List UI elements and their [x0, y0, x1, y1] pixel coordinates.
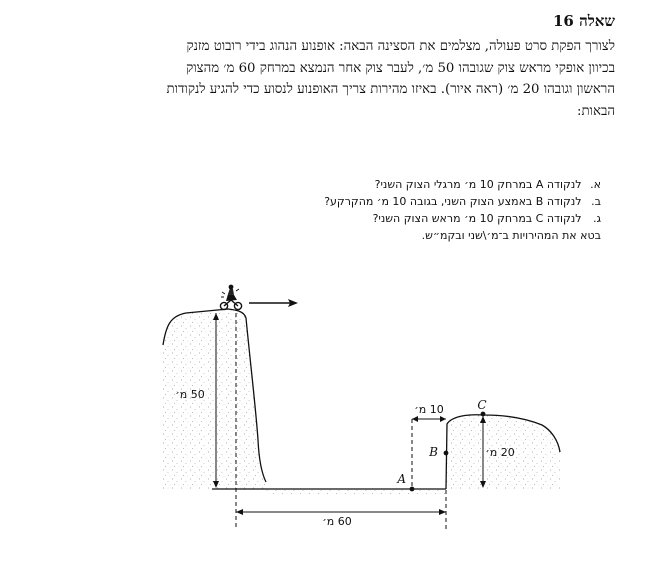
intro-line: הבאות: [576, 103, 615, 119]
units-instruction: בטא את המהירויות ב־מ׳\שני ובקמ״ש. [421, 229, 601, 242]
ground-fill [266, 489, 446, 494]
cliff-2-height-label: 20 מ׳ [485, 446, 515, 459]
intro-line: בכיוון אופקי מראש צוק שגובהו 50 מ׳, לעבר צוק אחר הנמצא במרחק 60 מ׳ מהצוק [186, 60, 615, 76]
velocity-arrow-icon [249, 299, 298, 307]
point-c-label: C [477, 398, 487, 412]
gap-label: 60 מ׳ [322, 515, 352, 528]
sub-question-letter: ג. [592, 212, 601, 225]
cliff-1-height-label: 50 מ׳ [175, 388, 205, 401]
offset-label: 10 מ׳ [414, 403, 444, 416]
question-title: שאלה 16 [553, 12, 615, 30]
intro-line: הראשון וגובהו 20 מ׳ (ראה איור). באיזו מהירות צריך האופנוע לנסוע כדי להגיע לנקודות [166, 82, 615, 97]
motorcycle-icon [220, 285, 241, 310]
point-b-marker [444, 451, 449, 456]
sub-question-text: לנקודה B באמצע הצוק השני, בגובה 10 מ׳ מהקרקע? [324, 195, 582, 208]
point-c-marker [481, 412, 486, 417]
point-b-label: B [429, 445, 438, 459]
point-a-marker [410, 487, 415, 492]
sub-question-text: לנקודה A במרחק 10 מ׳ מרגלי הצוק השני? [374, 178, 582, 191]
point-a-label: A [397, 472, 406, 486]
sub-question-letter: א. [590, 178, 601, 191]
sub-question-letter: ב. [591, 195, 601, 208]
sub-question-text: לנקודה C במרחק 10 מ׳ מראש הצוק השני? [372, 212, 582, 225]
intro-line: לצורך הפקת סרט פעולה, מצלמים את הסצינה הבאה: אופנוע הנהוג בידי רובוט מזנק [186, 39, 615, 54]
